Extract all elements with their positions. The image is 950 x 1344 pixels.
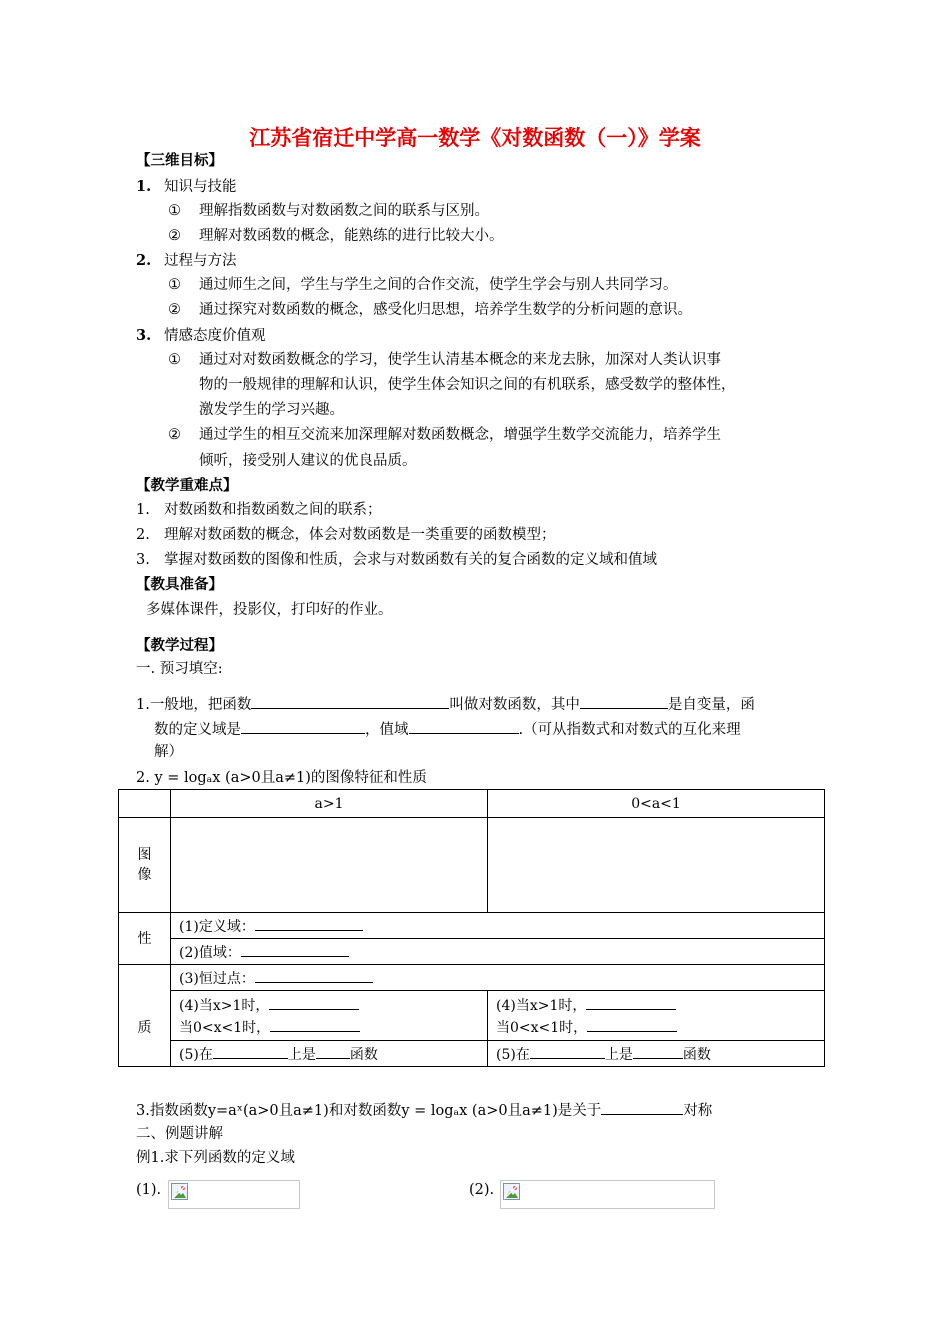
blank-trend-2[interactable] — [633, 1043, 683, 1059]
blank-domain-answer[interactable] — [255, 915, 363, 931]
heading-goals: 【三维目标】 — [136, 152, 223, 169]
graph-area-a-lt-1[interactable] — [488, 818, 825, 913]
blank-sign-1[interactable] — [269, 994, 359, 1010]
broken-image-icon — [503, 1183, 520, 1200]
heading-key-points: 【教学重难点】 — [136, 477, 238, 494]
blank-trend-1[interactable] — [316, 1043, 350, 1059]
goal-number: 1. — [136, 178, 152, 195]
header-a-gt-1: a>1 — [171, 790, 488, 818]
blank-range[interactable] — [409, 718, 519, 734]
row-sign-a-gt-1: (4)当x>1时， 当0<x<1时， — [171, 991, 488, 1041]
sub-marker: ② — [168, 427, 181, 443]
row-monotonic-a-lt-1: (5)在 上是 函数 — [488, 1041, 825, 1067]
property-label-spacer — [119, 965, 171, 991]
blank-interval-1[interactable] — [213, 1043, 288, 1059]
graph-area-a-gt-1[interactable] — [171, 818, 488, 913]
question-1 — [136, 693, 755, 715]
blank-fixed-point[interactable] — [255, 967, 373, 983]
property-label-top: 性 — [119, 913, 171, 965]
q1-text: ，值域 — [365, 722, 409, 738]
blank-function[interactable] — [251, 693, 449, 709]
sub-item: 物的一般规律的理解和认识，使学生体会知识之间的有机联系，感受数学的整体性， — [199, 377, 736, 393]
example-1-item-2-label: (2). — [469, 1182, 495, 1198]
header-a-lt-1: 0<a<1 — [488, 790, 825, 818]
q1-text: 叫做对数函数，其中 — [449, 697, 580, 713]
goal-title: 知识与技能 — [164, 179, 237, 195]
q1-text: 解） — [154, 744, 183, 760]
page-title: 江苏省宿迁中学高一数学《对数函数（一）》学案 — [249, 125, 701, 150]
part-two-title: 二、例题讲解 — [136, 1126, 223, 1142]
sub-item: 通过探究对数函数的概念，感受化归思想，培养学生数学的分析问题的意识。 — [199, 302, 692, 318]
q1-text: .（可从指数式和对数式的互化来理 — [518, 722, 741, 738]
properties-table — [118, 789, 825, 1067]
property-label-bottom: 质 — [119, 991, 171, 1067]
tools-text: 多媒体课件，投影仪，打印好的作业。 — [146, 602, 393, 618]
question-3: 3.指数函数y=aˣ(a>0且a≠1)和对数函数y = logₐx (a>0且a≠1)是关于 对称 — [136, 1099, 712, 1121]
example-1-item-1-label: (1). — [136, 1182, 162, 1198]
part-one-title: 一. 预习填空: — [136, 661, 223, 677]
blank-range-answer[interactable] — [241, 941, 349, 957]
q1-text: 是自变量，函 — [667, 697, 755, 713]
sub-item: 激发学生的学习兴趣。 — [199, 402, 344, 418]
goal-number: 3. — [136, 327, 152, 344]
formula-image-1 — [168, 1180, 300, 1209]
point-text: 掌握对数函数的图像和性质，会求与对数函数有关的复合函数的定义域和值域 — [164, 552, 657, 568]
goal-title: 情感态度价值观 — [164, 328, 266, 344]
row-fixed-point: (3)恒过点： — [171, 965, 825, 991]
question-1-line2 — [154, 718, 741, 740]
sub-item: 通过对对数函数概念的学习，使学生认清基本概念的来龙去脉，加深对人类认识事 — [199, 352, 721, 368]
q1-text: 1.一般地，把函数 — [136, 697, 252, 713]
q1-text: 数的定义域是 — [154, 722, 241, 738]
goal-number: 2. — [136, 252, 152, 269]
blank-sign-2[interactable] — [270, 1016, 360, 1032]
sub-marker: ① — [168, 277, 181, 293]
sub-marker: ② — [168, 228, 181, 244]
blank-interval-2[interactable] — [530, 1043, 605, 1059]
corner-cell — [119, 790, 171, 818]
row-domain: (1)定义域： — [171, 913, 825, 939]
point-number: 3. — [136, 552, 150, 568]
row-range: (2)值域： — [171, 939, 825, 965]
blank-symmetry[interactable] — [601, 1099, 683, 1115]
blank-sign-3[interactable] — [586, 994, 676, 1010]
heading-tools: 【教具准备】 — [136, 576, 223, 593]
point-text: 理解对数函数的概念，体会对数函数是一类重要的函数模型； — [164, 527, 556, 543]
point-number: 1. — [136, 502, 150, 518]
sub-item: 通过学生的相互交流来加深理解对数函数概念，增强学生数学交流能力，培养学生 — [199, 427, 721, 443]
formula-image-2 — [500, 1180, 715, 1209]
sub-item: 理解对数函数的概念，能熟练的进行比较大小。 — [199, 228, 504, 244]
question-2: 2. y = logₐx (a>0且a≠1)的图像特征和性质 — [136, 770, 427, 786]
point-number: 2. — [136, 527, 150, 543]
sub-item: 通过师生之间，学生与学生之间的合作交流，使学生学会与别人共同学习。 — [199, 277, 678, 293]
sub-marker: ① — [168, 352, 181, 368]
sub-marker: ② — [168, 302, 181, 318]
row-sign-a-lt-1: (4)当x>1时， 当0<x<1时， — [488, 991, 825, 1041]
row-monotonic-a-gt-1: (5)在 上是 函数 — [171, 1041, 488, 1067]
broken-image-icon — [171, 1183, 188, 1200]
heading-process: 【教学过程】 — [136, 637, 223, 654]
graph-label: 图 像 — [119, 818, 171, 913]
sub-item: 理解指数函数与对数函数之间的联系与区别。 — [199, 203, 489, 219]
point-text: 对数函数和指数函数之间的联系； — [164, 502, 382, 518]
sub-item: 倾听，接受别人建议的优良品质。 — [199, 453, 417, 469]
sub-marker: ① — [168, 203, 181, 219]
blank-sign-4[interactable] — [587, 1016, 677, 1032]
blank-domain[interactable] — [241, 718, 365, 734]
blank-variable[interactable] — [580, 693, 668, 709]
example-1-title: 例1.求下列函数的定义域 — [136, 1150, 295, 1166]
goal-title: 过程与方法 — [164, 253, 237, 269]
